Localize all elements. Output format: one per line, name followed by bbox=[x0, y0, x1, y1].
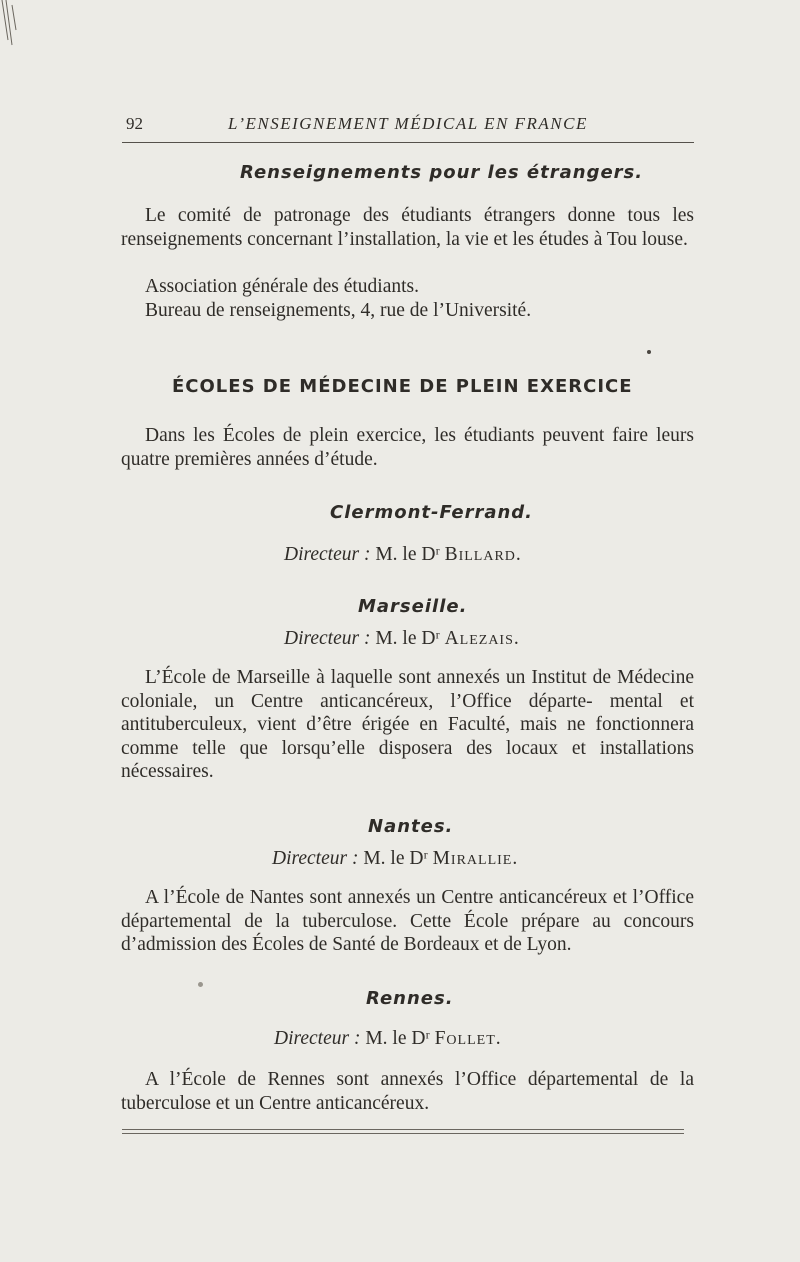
ink-speck bbox=[647, 350, 651, 354]
director-title: M. le Dʳ bbox=[365, 1028, 430, 1049]
director-title: M. le Dʳ bbox=[375, 628, 440, 649]
director-line-nantes bbox=[272, 848, 518, 870]
footer-rule bbox=[122, 1129, 684, 1130]
director-label: Directeur : bbox=[274, 1028, 361, 1049]
school-name-nantes: Nantes. bbox=[368, 816, 454, 837]
director-label: Directeur : bbox=[284, 544, 371, 565]
director-name: Billard. bbox=[444, 544, 522, 565]
director-label: Directeur : bbox=[272, 848, 359, 869]
director-name: Alezais. bbox=[444, 628, 520, 649]
section-title-foreigners: Renseignements pour les étrangers. bbox=[240, 162, 644, 183]
schools-intro-paragraph: Dans les Écoles de plein exercice, les étudiants peuvent faire leurs quatre premières années d’étude. bbox=[121, 425, 694, 470]
nantes-paragraph: A l’École de Nantes sont annexés un Centre anticancéreux et l’Office départemental de la tuberculose. Cette École prépare au concours d’admission des Écoles de Santé de Bordeaux et de Lyon. bbox=[121, 887, 694, 955]
director-title: M. le Dʳ bbox=[375, 544, 440, 565]
marseille-paragraph: L’École de Marseille à laquelle sont annexés un Institut de Médecine coloniale, un Centre anticancéreux, l’Office départe- mental et antituberculeux, vient d’être érigée en Faculté, mais ne fonctionnera comme telle que lorsqu’elle disposera des locaux et installations nécessaires. bbox=[121, 667, 694, 782]
rennes-paragraph: A l’École de Rennes sont annexés l’Office départemental de la tuberculose et un Centre anticancéreux. bbox=[121, 1069, 694, 1114]
director-title: M. le Dʳ bbox=[363, 848, 428, 869]
director-label: Directeur : bbox=[284, 628, 371, 649]
binding-edge-mark bbox=[0, 0, 40, 60]
director-line-marseille bbox=[284, 628, 520, 650]
director-line-rennes bbox=[274, 1028, 502, 1050]
school-name-marseille: Marseille. bbox=[358, 596, 468, 617]
bureau-line: Bureau de renseignements, 4, rue de l’Université. bbox=[145, 300, 532, 321]
running-title: L’ENSEIGNEMENT MÉDICAL EN FRANCE bbox=[228, 114, 588, 133]
running-header bbox=[124, 114, 694, 136]
page-number: 92 bbox=[126, 114, 143, 133]
section-title-schools: ÉCOLES DE MÉDECINE DE PLEIN EXERCICE bbox=[172, 376, 633, 397]
ink-speck bbox=[198, 982, 203, 987]
director-name: Mirallie. bbox=[432, 848, 519, 869]
footer-rule-second bbox=[122, 1133, 684, 1134]
director-name: Follet. bbox=[434, 1028, 502, 1049]
association-line: Association générale des étudiants. bbox=[145, 276, 419, 297]
header-rule bbox=[122, 142, 694, 143]
school-name-clermont: Clermont-Ferrand. bbox=[330, 502, 534, 523]
foreigners-paragraph: Le comité de patronage des étudiants étrangers donne tous les renseignements concernant l’installation, la vie et les études à Tou louse. bbox=[121, 205, 694, 250]
director-line-clermont bbox=[284, 544, 522, 566]
school-name-rennes: Rennes. bbox=[366, 988, 454, 1009]
